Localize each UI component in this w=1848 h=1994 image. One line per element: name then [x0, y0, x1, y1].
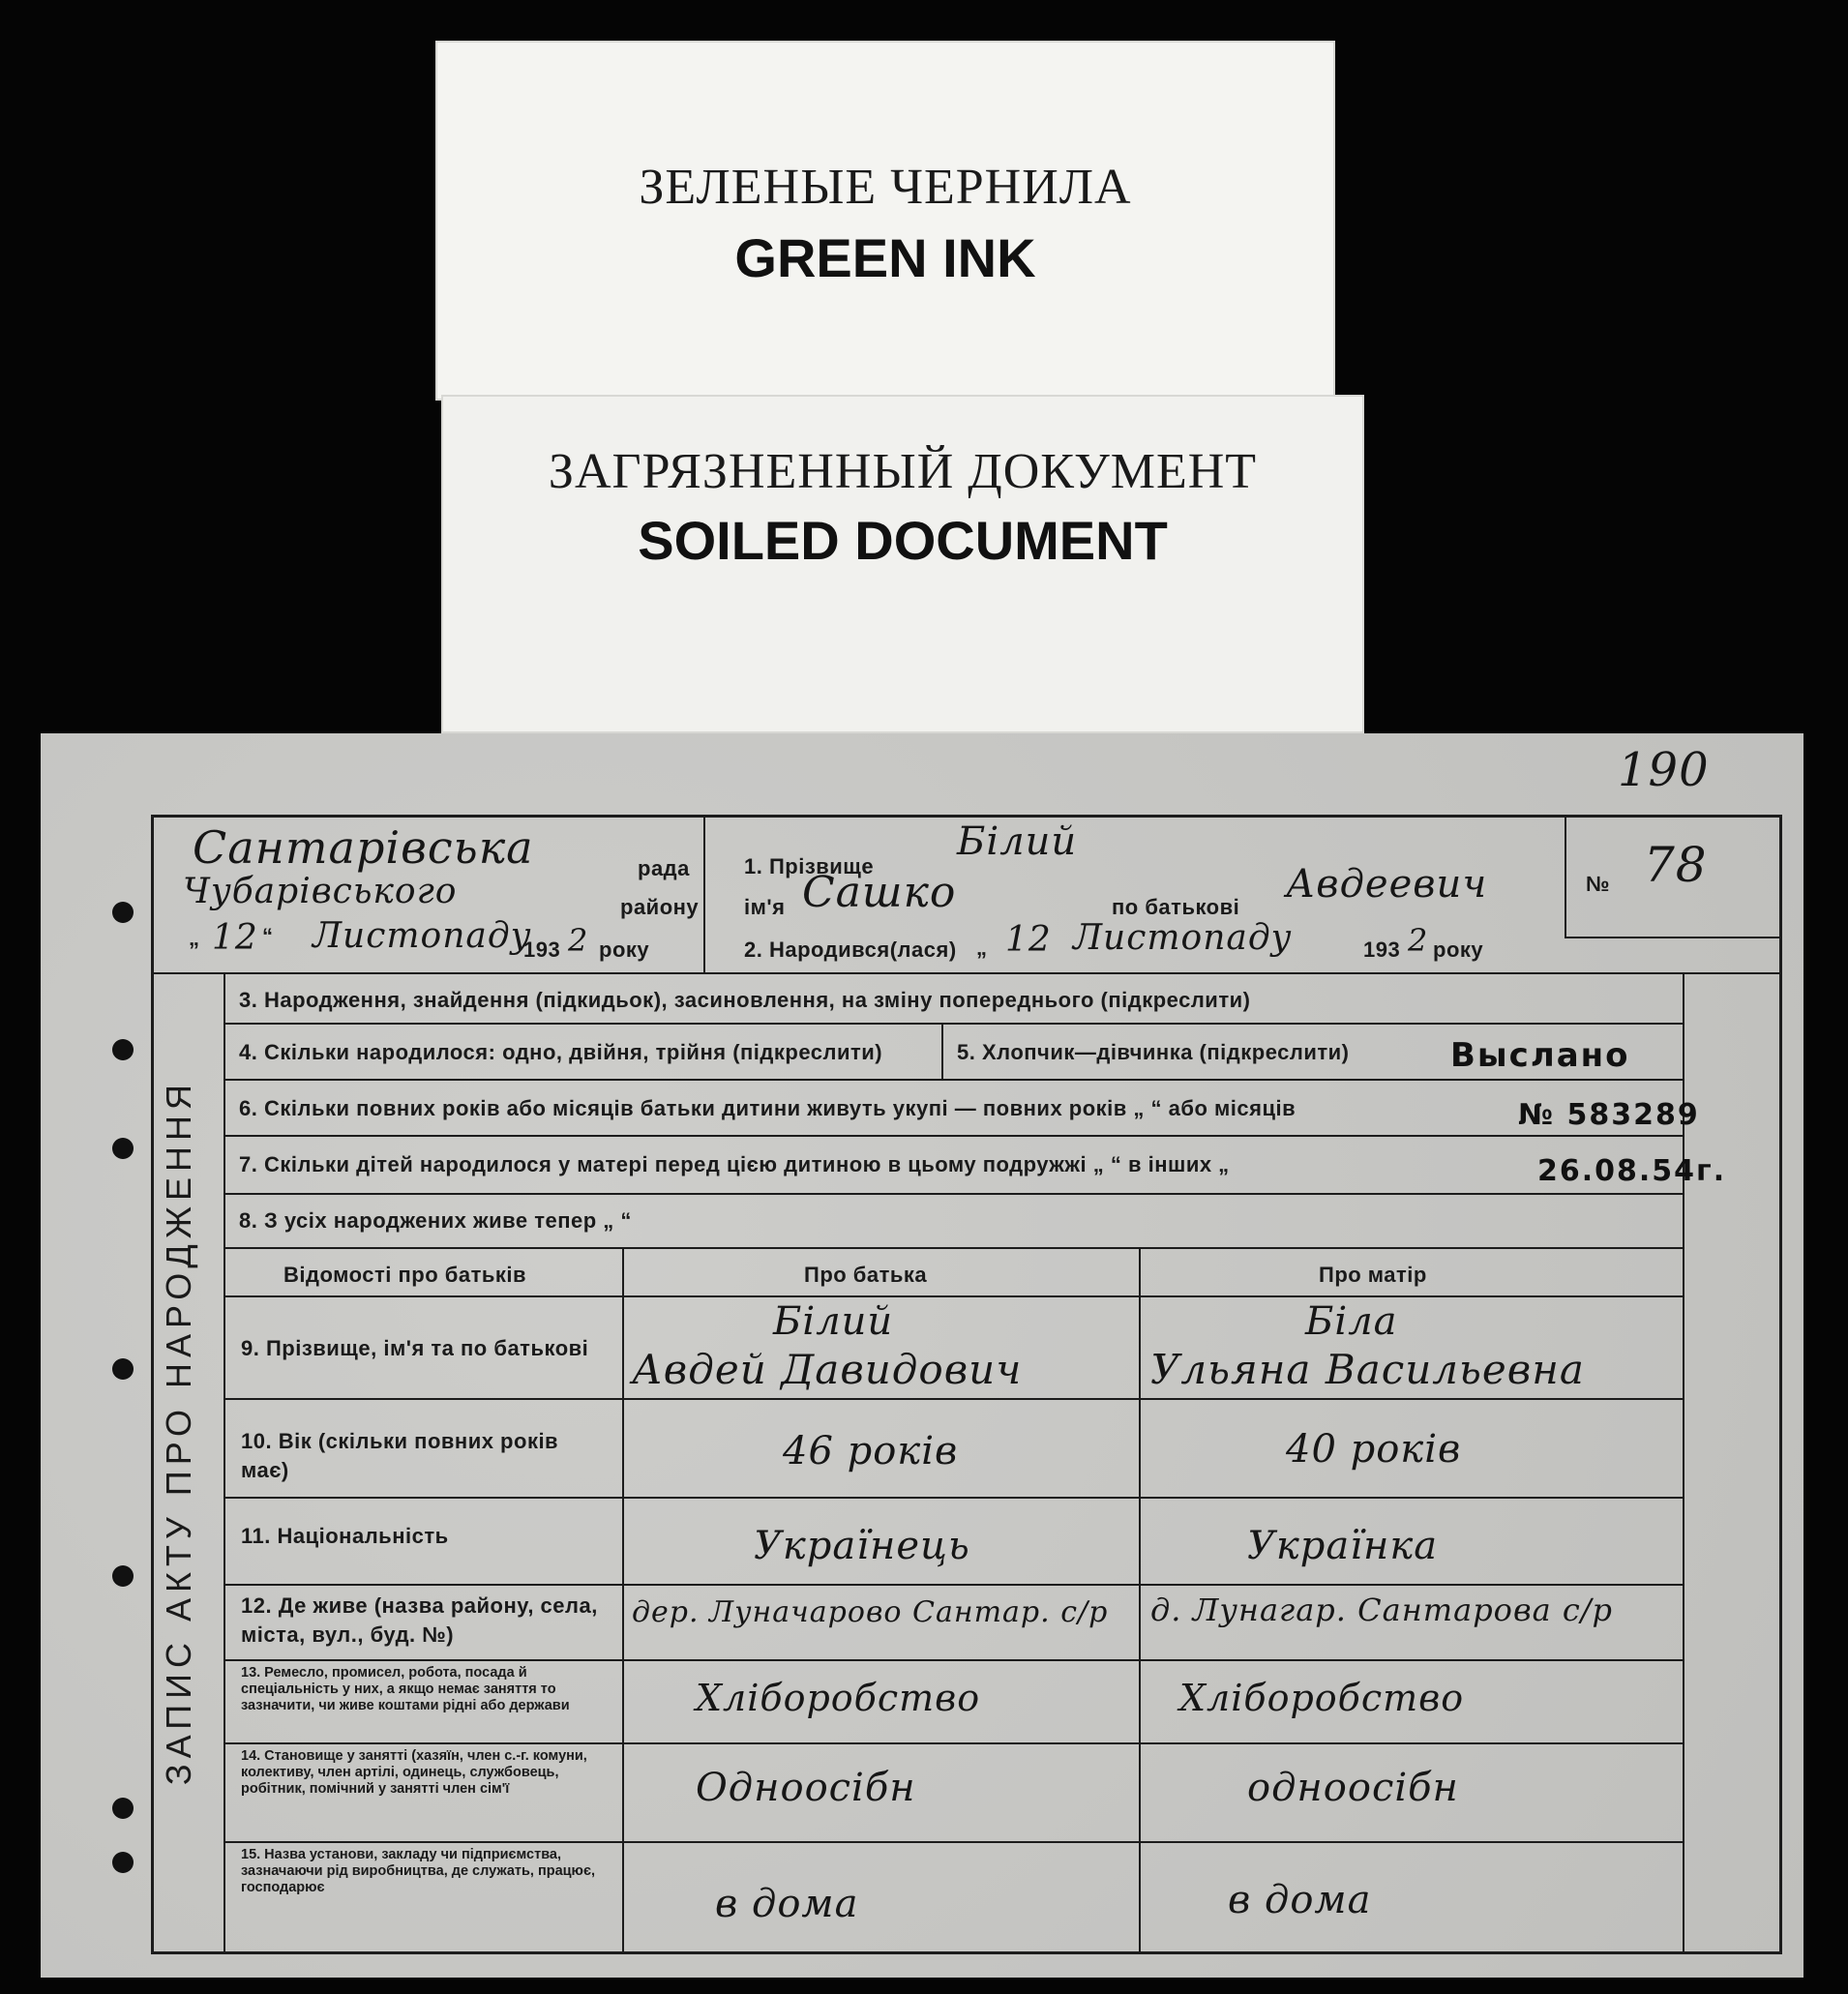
- form-grid: [151, 815, 1782, 1954]
- born-day: 12: [1005, 920, 1052, 960]
- side-title: ЗАПИС АКТУ ПРО НАРОДЖЕННЯ: [159, 1078, 198, 1786]
- row-5: 5. Хлопчик—дівчинка (підкреслити): [957, 1040, 1350, 1064]
- raion-label: району: [620, 895, 700, 919]
- mother-surname: Біла: [1305, 1299, 1398, 1344]
- margin-note-date: 26.08.54г.: [1537, 1154, 1727, 1188]
- date-month: Листопаду: [313, 916, 532, 956]
- born-year-suffix: 2: [1408, 922, 1429, 959]
- punch-hole: [112, 1358, 134, 1380]
- father-status: Одноосібн: [696, 1766, 916, 1810]
- born-roku: року: [1433, 937, 1484, 962]
- margin-note-number: № 583289: [1518, 1098, 1700, 1132]
- date-day: 12: [212, 918, 258, 958]
- date-open-quote: „: [189, 926, 200, 950]
- born-open-quote: „: [976, 936, 988, 960]
- father-surname: Білий: [773, 1299, 894, 1344]
- row-3: 3. Народження, знайдення (підкидьок), засиновлення, на зміну попереднього (підкреслити): [239, 988, 1251, 1012]
- row-4: 4. Скільки народилося: одно, двійня, трійня (підкреслити): [239, 1040, 883, 1064]
- date-close-quote: “: [262, 924, 274, 948]
- punch-hole: [112, 1039, 134, 1060]
- row-10-label: 10. Вік (скільки повних років має): [241, 1429, 559, 1482]
- number-label: №: [1586, 872, 1611, 896]
- mother-status: одноосібн: [1247, 1766, 1459, 1810]
- punch-hole: [112, 1852, 134, 1873]
- name-label: ім'я: [744, 895, 786, 919]
- soiled-title-ru: ЗАГРЯЗНЕННЫЙ ДОКУМЕНТ: [548, 444, 1258, 499]
- row-8: 8. З усіх народжених живе тепер „ “: [239, 1208, 632, 1233]
- punch-hole: [112, 1138, 134, 1159]
- date-year-prefix: 193: [523, 937, 561, 962]
- row-13-label: 13. Ремесло, промисел, робота, посада й спеціальність у них, а якщо немає заняття то зазначити, чи живе коштами рідні або держави: [241, 1665, 570, 1713]
- page-number: 190: [1618, 743, 1710, 797]
- row-11-label: 11. Національність: [241, 1524, 449, 1548]
- raion-value: Чубарівського: [183, 872, 458, 911]
- margin-note-sent: Выслано: [1450, 1036, 1630, 1075]
- col-header-father: Про батька: [804, 1263, 928, 1287]
- surname-label: 1. Прізвище: [744, 854, 875, 878]
- father-workplace: в дома: [715, 1882, 859, 1926]
- soiled-document-slip: [441, 395, 1364, 733]
- mother-age: 40 років: [1286, 1427, 1462, 1472]
- date-year-suffix: 2: [568, 922, 589, 959]
- punch-hole: [112, 902, 134, 923]
- row-7: 7. Скільки дітей народилося у матері перед цією дитиною в цьому подружжі „ “ в інших „: [239, 1152, 1230, 1176]
- father-name: Авдей Давидович: [632, 1346, 1023, 1393]
- patronymic-label: по батькові: [1112, 895, 1240, 919]
- punch-hole: [112, 1565, 134, 1587]
- rada-value: Сантарівська: [193, 821, 534, 874]
- patronymic-value: Авдеевич: [1286, 862, 1488, 907]
- born-label: 2. Народився(лася): [744, 937, 957, 962]
- roku-label: року: [599, 937, 650, 962]
- soiled-title-en: SOILED DOCUMENT: [638, 510, 1168, 571]
- row-15-label: 15. Назва установи, закладу чи підприємства, зазначаючи рід виробництва, де служать, працює, господарює: [241, 1847, 595, 1895]
- born-year-prefix: 193: [1363, 937, 1401, 962]
- born-month: Листопаду: [1073, 918, 1293, 958]
- row-9-label: 9. Прізвище, ім'я та по батькові: [241, 1336, 589, 1360]
- mother-residence: д. Лунагар. Сантарова с/р: [1150, 1592, 1613, 1628]
- mother-occupation: Хліборобство: [1179, 1677, 1465, 1719]
- father-residence: дер. Луначарово Сантар. с/р: [632, 1595, 1109, 1629]
- father-nationality: Українець: [754, 1524, 970, 1568]
- green-ink-title-ru: ЗЕЛЕНЫЕ ЧЕРНИЛА: [639, 160, 1132, 215]
- mother-nationality: Українка: [1247, 1524, 1439, 1568]
- birth-record-card: [41, 733, 1803, 1978]
- mother-workplace: в дома: [1228, 1878, 1372, 1922]
- father-age: 46 років: [783, 1429, 959, 1473]
- green-ink-slip: [435, 41, 1335, 401]
- col-header-info: Відомості про батьків: [283, 1263, 527, 1287]
- punch-hole: [112, 1798, 134, 1819]
- row-6: 6. Скільки повних років або місяців батьки дитини живуть укупі — повних років „ “ або місяців: [239, 1096, 1297, 1120]
- number-value: 78: [1644, 837, 1708, 893]
- surname-value: Білий: [957, 819, 1078, 864]
- row-14-label: 14. Становище у занятті (хазяїн, член с.-г. комуни, колективу, член артілі, одинець, службовець, робітник, помічний у занятті член сім'ї: [241, 1748, 587, 1797]
- mother-name: Ульяна Васильевна: [1150, 1346, 1585, 1393]
- col-header-mother: Про матір: [1319, 1263, 1427, 1287]
- rada-label: рада: [638, 856, 690, 880]
- row-12-label: 12. Де живе (назва району, села, міста, вул., буд. №): [241, 1593, 598, 1647]
- father-occupation: Хліборобство: [696, 1677, 981, 1719]
- green-ink-title-en: GREEN INK: [734, 227, 1036, 288]
- name-value: Сашко: [802, 868, 957, 917]
